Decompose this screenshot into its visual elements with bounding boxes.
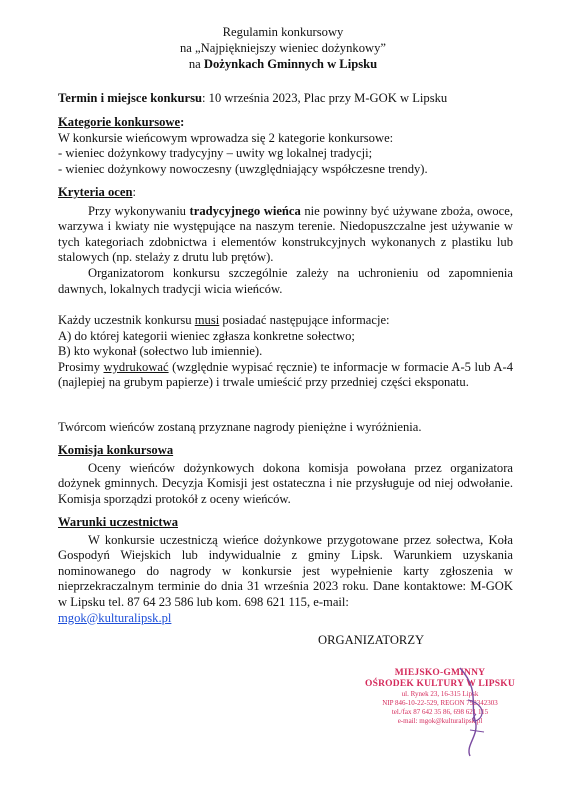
- warunki-text-body: W konkursie uczestniczą wieńce dożynkowe przygotowane przez sołectwa, Koła Gospodyń Wiejskich lub indywidualnie z gminy Lipsk. Warunkiem uzyskania nominowanego do nagrody w konkursie jest wypełnienie karty zgłoszenia w nieprzekraczalnym terminie do dnia 31 września 2023 roku. Dane kontaktowe: M-GOK w Lipsku tel. 87 64 23 586 lub kom. 698 621 115, e-mail:: [58, 532, 513, 609]
- stamp-line-6: e-mail: mgok@kulturalipsk.pl: [397, 717, 483, 725]
- informacje-l1-after: posiadać następujące informacje:: [219, 313, 390, 327]
- informacje-l1-before: Każdy uczestnik konkursu: [58, 313, 195, 327]
- nagrody-line: Twórcom wieńców zostaną przyznane nagrody pieniężne i wyróżnienia.: [58, 420, 422, 434]
- warunki-heading: Warunki uczestnictwa: [58, 515, 178, 529]
- stamp-line-4: NIP 846-10-22-529, REGON 792342303: [382, 699, 498, 707]
- kryteria-p1-after: nie powinny być używane zboża, owoce, warzywa i kwiaty nie występujące na naszym terenie. Niedopuszczalne jest używanie w tych kategoriach zdobnictwa i elementów konstrukcyjnych wykonanych z plastiku lub stalowych (np. stelaży z drutu lub prętów).: [58, 203, 513, 265]
- informacje-p-underline: wydrukować: [103, 359, 169, 374]
- header-line-1: Regulamin konkursowy: [222, 25, 344, 39]
- kryteria-p1-before: Przy wykonywaniu: [88, 203, 190, 218]
- document-header: [100, 25, 466, 72]
- kategorie-section: [58, 115, 513, 177]
- stamp-line-2: OŚRODEK KULTURY W LIPSKU: [365, 679, 515, 689]
- komisja-heading: Komisja konkursowa: [58, 443, 174, 457]
- termin-label: Termin i miejsce konkursu: [58, 91, 203, 105]
- kategorie-colon: :: [180, 115, 185, 129]
- kryteria-heading: Kryteria ocen: [58, 185, 133, 199]
- kategorie-heading: Kategorie konkursowe: [58, 115, 181, 129]
- informacje-item-a: A) do której kategorii wieniec zgłasza konkretne sołectwo;: [58, 328, 355, 343]
- handwritten-signature: [440, 660, 510, 760]
- warunki-heading-line: [58, 515, 513, 531]
- email-link[interactable]: mgok@kulturalipsk.pl: [58, 610, 172, 625]
- stamp-line-5: tel./fax 87 642 35 86, 698 621 115: [391, 708, 489, 716]
- informacje-item-b: B) kto wykonał (sołectwo lub imiennie).: [58, 344, 263, 359]
- kryteria-paragraph-2: Organizatorom konkursu szczególnie zależy na uchronieniu od zapomnienia dawnych, lokalnych tradycji wicia wieńców.: [58, 265, 513, 296]
- kryteria-heading-line: [58, 185, 513, 201]
- informacje-paragraph: [58, 360, 513, 391]
- organizer-label: ORGANIZATORZY: [318, 633, 425, 647]
- informacje-line-1: [58, 313, 513, 329]
- stamp-line-3: ul. Rynek 23, 16-315 Lipsk: [401, 690, 479, 698]
- kryteria-paragraph-1: [58, 204, 513, 266]
- kategorie-item-2: - wieniec dożynkowy nowoczesny (uwzględniający współczesne trendy).: [58, 161, 428, 176]
- kategorie-intro: W konkursie wieńcowym wprowadza się 2 kategorie konkursowe:: [58, 130, 394, 145]
- kategorie-heading-line: [58, 115, 513, 131]
- komisja-section: [58, 443, 513, 507]
- komisja-text: Oceny wieńców dożynkowych dokona komisja powołana przez organizatora dożynek gminnych. Decyzja Komisji jest ostateczna i nie przysługuje od niej odwołanie. Komisja sporządzi protokół z oceny wieńców.: [58, 460, 513, 506]
- kryteria-p1-bold: tradycyjnego wieńca: [189, 203, 301, 218]
- kategorie-item-1: - wieniec dożynkowy tradycyjny – uwity wg lokalnej tradycji;: [58, 146, 373, 161]
- informacje-l1-underline: musi: [194, 313, 220, 327]
- warunki-section: [58, 515, 513, 626]
- header-line-3-prefix: na: [188, 56, 204, 71]
- stamp-line-1: MIEJSKO-GMINNY: [394, 668, 486, 678]
- warunki-text: [58, 533, 513, 627]
- header-line-3: [100, 57, 466, 73]
- termin-line: [58, 91, 513, 107]
- informacje-p-before: Prosimy: [58, 359, 104, 374]
- header-line-3-bold: Dożynkach Gminnych w Lipsku: [203, 56, 378, 71]
- informacje-p-after: (względnie wypisać ręcznie) te informacje w formacie A-5 lub A-4 (najlepiej na grubym papierze) i trwale umieścić przy przedniej części eksponatu.: [58, 359, 514, 390]
- komisja-heading-line: [58, 443, 513, 459]
- informacje-section: [58, 313, 513, 391]
- kryteria-section: [58, 185, 513, 297]
- termin-value: : 10 września 2023, Plac przy M-GOK w Lipsku: [202, 91, 448, 105]
- header-line-2: na „Najpiękniejszy wieniec dożynkowy”: [180, 40, 386, 55]
- kryteria-colon: :: [132, 185, 136, 199]
